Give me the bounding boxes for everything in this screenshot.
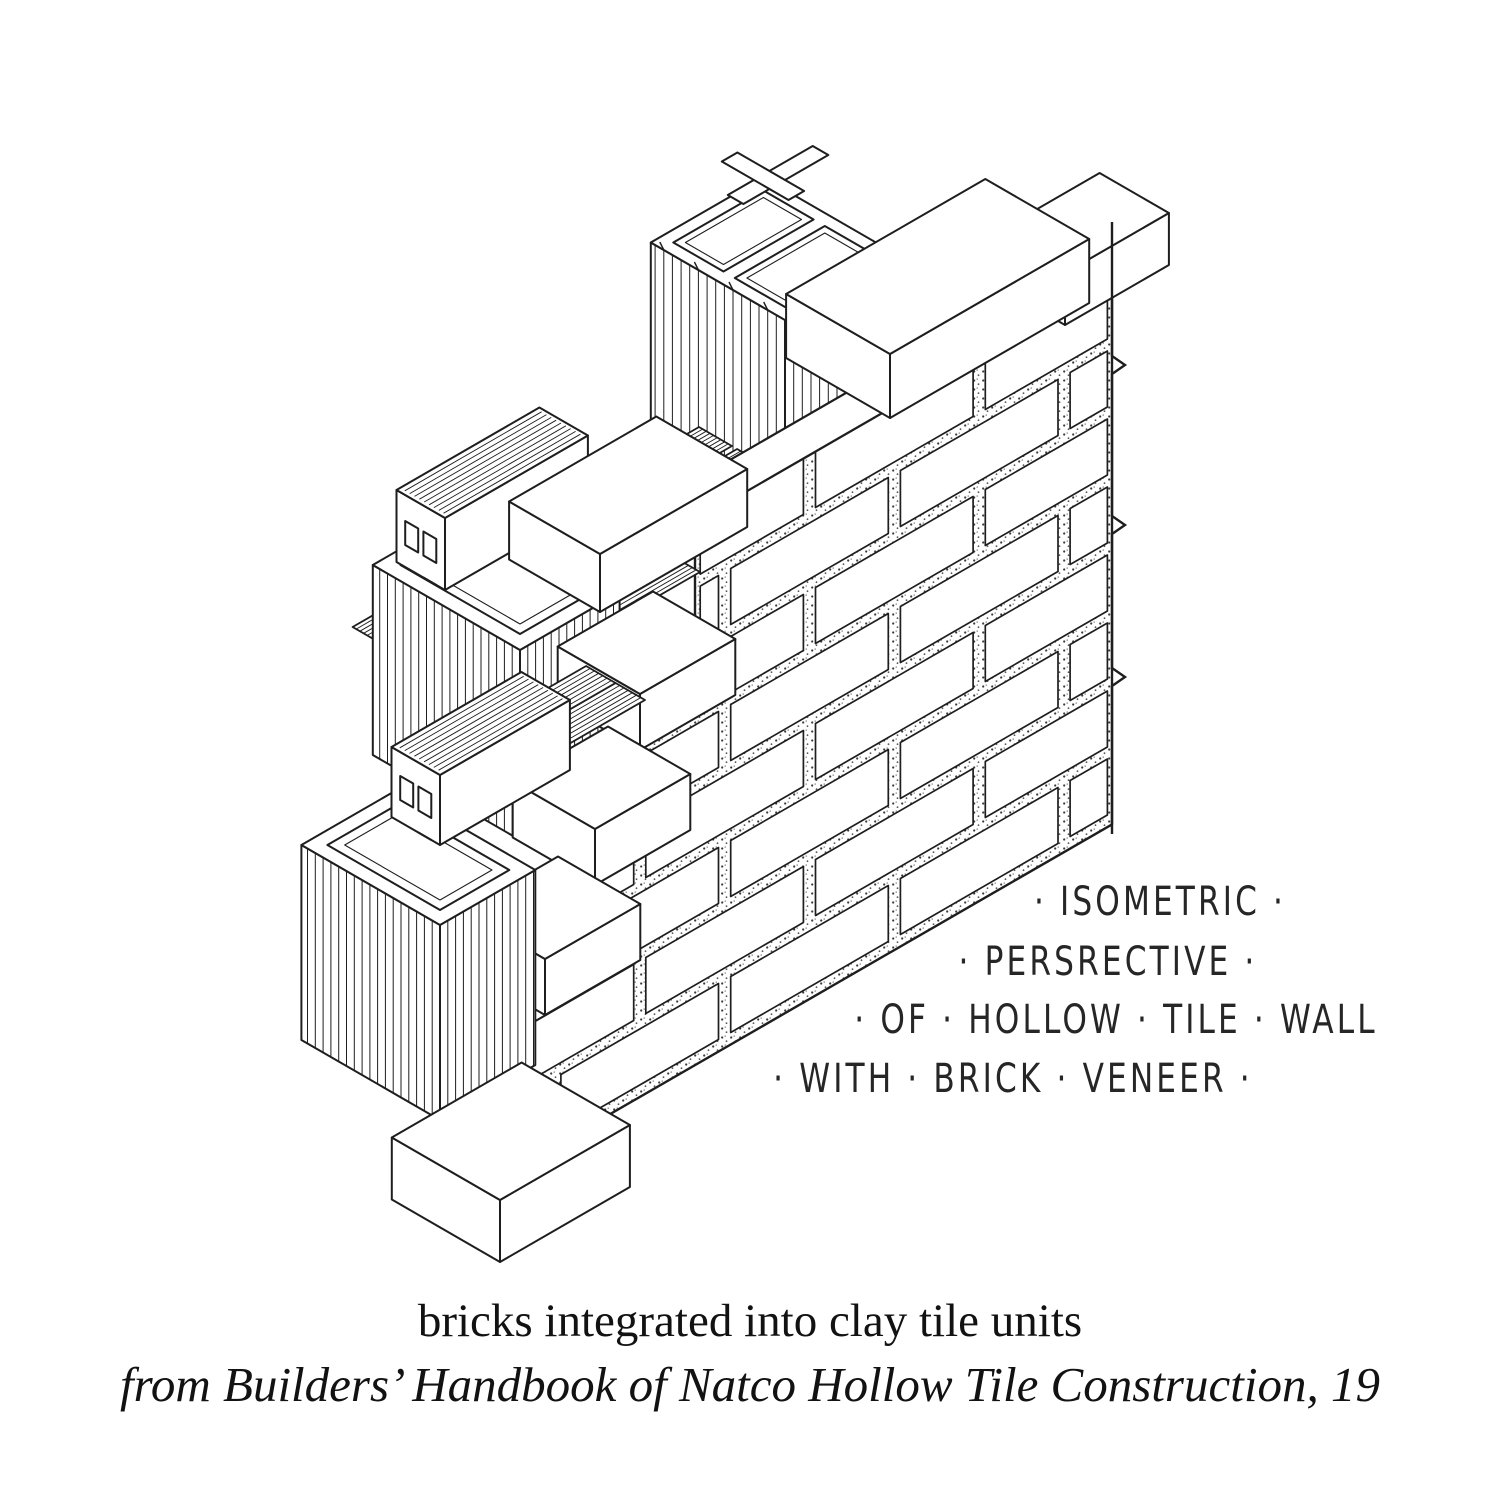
figure-caption: bricks integrated into clay tile units xyxy=(417,1295,1083,1347)
label-perspective: · PERSRECTIVE · xyxy=(958,939,1258,986)
figure-source-caption: from Builders’ Handbook of Natco Hollow Tile Construction, 19 xyxy=(120,1357,1380,1412)
label-with-brick-veneer: · WITH · BRICK · VENEER · xyxy=(773,1056,1253,1103)
label-of-hollow-tile-wall: · OF · HOLLOW · TILE · WALL xyxy=(854,997,1378,1044)
label-isometric: · ISOMETRIC · xyxy=(1033,879,1287,926)
